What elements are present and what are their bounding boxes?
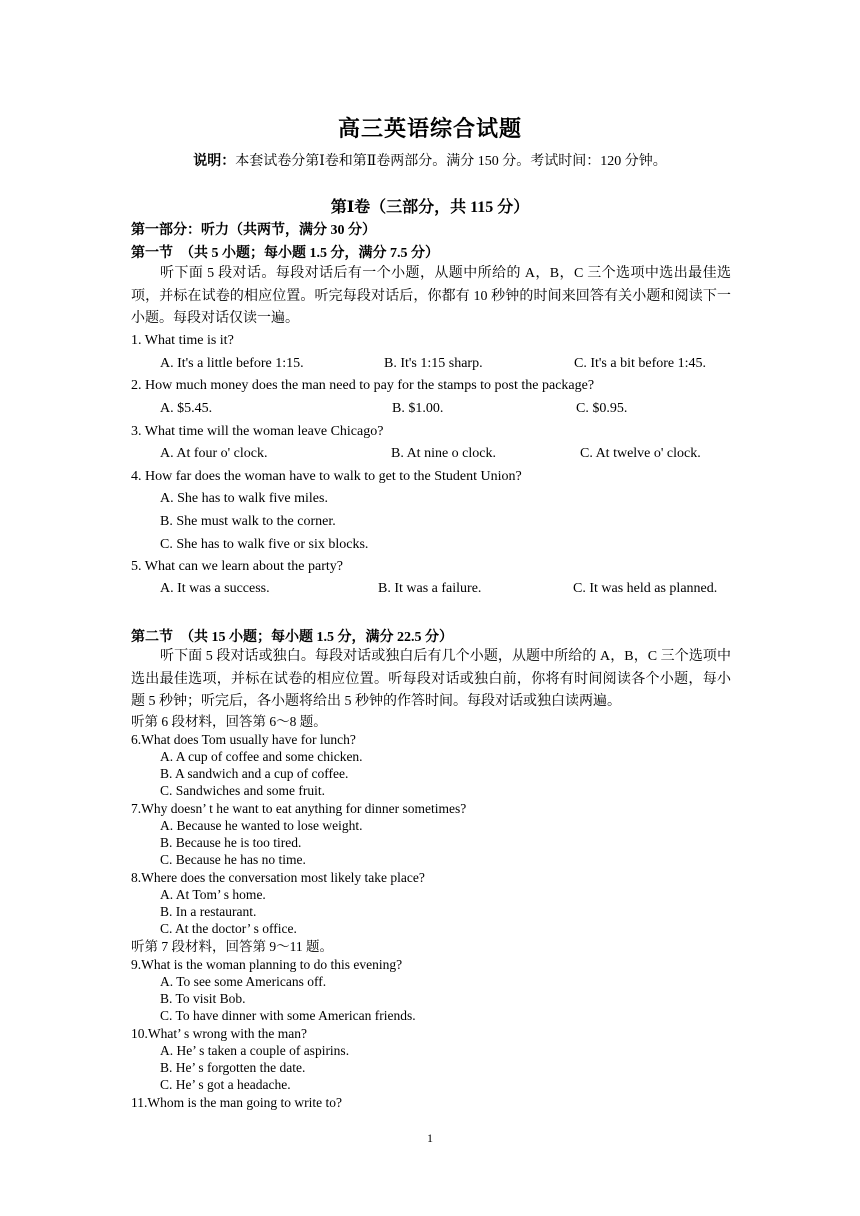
option-c: C. At the doctor’ s office. [160, 921, 297, 936]
option-a: A. He’ s taken a couple of aspirins. [160, 1043, 350, 1058]
option-a: A. A cup of coffee and some chicken. [160, 749, 363, 764]
option-c: C. Because he has no time. [160, 852, 306, 867]
option-c: C. She has to walk five or six blocks. [160, 537, 369, 552]
option-b: B. $1.00. [392, 401, 444, 416]
question-stem: 5. What can we learn about the party? [131, 559, 343, 574]
option-a: A. It was a success. [160, 581, 270, 596]
option-c: C. $0.95. [576, 401, 628, 416]
option-a: A. At four o' clock. [160, 446, 268, 461]
question-stem: 4. How far does the woman have to walk to get to the Student Union? [131, 469, 522, 484]
question-stem: 3. What time will the woman leave Chicago? [131, 424, 384, 439]
option-b: B. In a restaurant. [160, 904, 257, 919]
note-label: 说明： [193, 154, 236, 169]
material-note: 听第 6 段材料，回答第 6～8 题。 [131, 714, 327, 729]
option-b: B. A sandwich and a cup of coffee. [160, 766, 349, 781]
note-text: 本套试卷分第Ⅰ卷和第Ⅱ卷两部分。满分 150 分。考试时间：120 分钟。 [235, 154, 667, 169]
material-note: 听第 7 段材料，回答第 9～11 题。 [131, 939, 333, 954]
option-a: A. Because he wanted to lose weight. [160, 818, 363, 833]
option-c: C. At twelve o' clock. [580, 446, 701, 461]
question-stem: 10.What’ s wrong with the man? [131, 1026, 307, 1041]
option-a: A. At Tom’ s home. [160, 887, 266, 902]
section1-instructions: 听下面 5 段对话。每段对话后有一个小题，从题中所给的 A，B，C 三个选项中选出最佳选项，并标在试卷的相应位置。听完每段对话后，你都有 10 秒钟的时间来回答有关小题和阅读下一小题。每段对话仅读一遍。 [131, 266, 731, 326]
question-stem: 2. How much money does the man need to pay for the stamps to post the package? [131, 378, 595, 393]
question-stem: 11.Whom is the man going to write to? [131, 1095, 342, 1110]
question-stem: 6.What does Tom usually have for lunch? [131, 732, 356, 747]
option-b: B. He’ s forgotten the date. [160, 1060, 306, 1075]
option-b: B. It's 1:15 sharp. [384, 356, 483, 371]
option-a: A. It's a little before 1:15. [160, 356, 304, 371]
exam-note [0, 150, 860, 170]
option-b: B. To visit Bob. [160, 991, 246, 1006]
option-a: A. She has to walk five miles. [160, 491, 328, 506]
question-stem: 8.Where does the conversation most likely take place? [131, 870, 425, 885]
part1-heading: 第一部分：听力（共两节，满分 30 分） [131, 223, 376, 238]
section2-heading: 第二节 （共 15 小题；每小题 1.5 分，满分 22.5 分） [131, 630, 453, 645]
option-b: B. It was a failure. [378, 581, 482, 596]
option-c: C. He’ s got a headache. [160, 1077, 291, 1092]
option-a: A. $5.45. [160, 401, 213, 416]
option-b: B. She must walk to the corner. [160, 514, 336, 529]
option-a: A. To see some Americans off. [160, 974, 327, 989]
section1-heading: 第一节 （共 5 小题；每小题 1.5 分，满分 7.5 分） [131, 246, 439, 261]
question-stem: 1. What time is it? [131, 333, 234, 348]
question-stem: 9.What is the woman planning to do this evening? [131, 957, 403, 972]
section2-instructions: 听下面 5 段对话或独白。每段对话或独白后有几个小题，从题中所给的 A，B，C 三个选项中选出最佳选项，并标在试卷的相应位置。听每段对话或独白前，你将有时间阅读各个小题，每小题 5 秒钟；听完后，各小题将给出 5 秒钟的作答时间。每段对话或独白读两遍。 [131, 649, 731, 709]
volume-heading: 第Ⅰ卷（三部分，共 115 分） [330, 199, 530, 216]
question-stem: 7.Why doesn’ t he want to eat anything for dinner sometimes? [131, 801, 467, 816]
option-c: C. Sandwiches and some fruit. [160, 783, 325, 798]
page-number: 1 [427, 1131, 433, 1145]
option-c: C. To have dinner with some American friends. [160, 1008, 416, 1023]
option-c: C. It's a bit before 1:45. [574, 356, 706, 371]
option-c: C. It was held as planned. [573, 581, 718, 596]
option-b: B. Because he is too tired. [160, 835, 302, 850]
page-title: 高三英语综合试题 [337, 116, 522, 141]
option-b: B. At nine o clock. [391, 446, 496, 461]
